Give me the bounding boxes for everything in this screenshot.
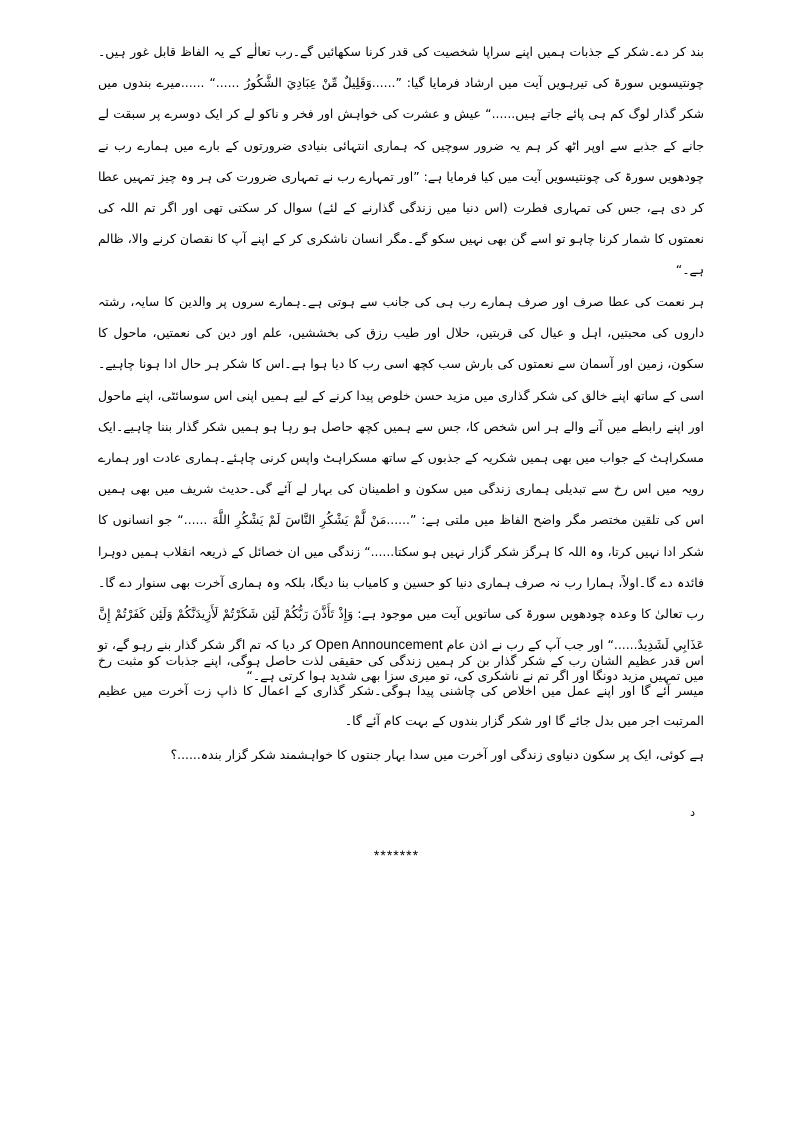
paragraph-3: اس قدر عظیم الشان رب کے شکر گذار بن کر ہمیں زندگی کی حقیقی لذت حاصل ہوگی، اپنے جذبات کو مثبت رخ میسر آئے گا اور اپنے عمل میں اخلاص کی چاشنی پیدا ہوگی۔شکر گذاری کے اعمال کا ذاپ زت آخرت میں عظیم المرتبت اجر میں بدل جائے گا اور شکر گزار بندوں کے بہت کام آئے گا۔ bbox=[98, 653, 704, 728]
paragraph-2-text-after: کر دیا کہ تم اگر شکر گذار بنے رہو گے، تو میں تمہیں مزید دونگا اور اگر تم نے ناشکری کی، تو میری سزا بھی شدید ہوا کرتی ہے۔“ bbox=[98, 637, 704, 684]
paragraph-1: بند کر دے۔شکر کے جذبات ہمیں اپنے سراپا شخصیت کی قدر کرنا سکھائیں گے۔رب تعالٰے کے یہ الفاظ قابل غور ہیں۔چونتیسویں سورۃ کی تیرہویں آیت میں ارشاد فرمایا گیا: ”......وَقَلِيلٌ مِّنْ عِبَادِيَ الشَّكُورُ ......“ ......میرے بندوں میں شکر گذار لوگ کم ہی پائے جاتے ہیں......“ عیش و عشرت کی خواہش اور فخر و ناکو لے کر ایک دوسرے پر سبقت لے جانے کے جذبے سے اوپر اٹھ کر ہم یہ ضرور سوچیں کہ ہماری انتہائی بنیادی ضرورتوں کے بارے میں ہمارے رب نے چودھویں سورۃ کی چونتیسویں آیت میں کیا فرمایا ہے: ”اور تمہارے رب نے تمہاری ضرورت کی ہر وہ چیز تمہیں عطا کر دی ہے، جس کی تمہاری فطرت (اس دنیا میں زندگی گذارنے کے لئے) سوال کر سکتی تھی اور اگر تم اللہ کی نعمتوں کا شمار کرنا چاہو تو اسے گن بھی نہیں سکو گے۔مگر انسان ناشکری کر کے اپنے آپ کا نقصان کرنے والا، ظالم ہے۔“ bbox=[98, 44, 704, 278]
section-separator: ******* bbox=[373, 847, 420, 863]
closing-question: ہے کوئی، ایک پر سکون دنیاوی زندگی اور آخرت میں سدا بہار جنتوں کا خواہشمند شکر گزار بندہ......؟ bbox=[170, 747, 704, 762]
paragraph-2 bbox=[98, 286, 704, 692]
english-phrase: Open Announcement bbox=[315, 637, 443, 653]
stray-mark: د bbox=[690, 806, 695, 819]
paragraph-2-text-before: ہر نعمت کی عطا صرف اور صرف ہمارے رب ہی کی جانب سے ہوتی ہے۔ہمارے سروں پر والدین کا سایہ، رشتہ داروں کی محبتیں، اہل و عیال کی قربتیں، حلال اور طیب رزق کی بخششیں، علم اور دین کی نعمتیں، ماحول کا سکون، زمین اور آسمان سے نعمتوں کی بارش سب کچھ اسی رب کا دیا ہوا ہے۔اس کا شکر ہر حال ادا ہونا چاہیے۔اسی کے ساتھ اپنے خالق کی شکر گذاری میں مزید حسن خلوص پیدا کرنے کے لیے ہمیں اپنی اس سوسائٹی، اپنے ماحول اور اپنے رابطے میں آنے والے ہر اس شخص کا، جس سے ہمیں کچھ حاصل ہو رہا ہو ہمیں شکر گذار بننا چاہیے۔ایک مسکراہٹ کے جواب میں بھی ہمیں شکریہ کے جذبوں کے ساتھ مسکراہٹ واپس کرنی چاہئے۔ہماری عادت اور ہمارے رویہ میں اس رخ سے تبدیلی ہماری زندگی میں سکون و اطمینان کی بہار لے آئے گی۔حدیث شریف میں بھی ہمیں اس کی تلقین مختصر مگر واضح الفاظ میں ملتی ہے: ”......مَنْ لَّمْ يَشْكُرِ النَّاسَ لَمْ يَشْكُرِ اللَّهَ ......“ جو انسانوں کا شکر ادا نہیں کرتا، وہ اللہ کا ہرگز شکر گزار نہیں ہو سکتا......“ زندگی میں ان خصائل کے ذریعہ انقلاب ہمیں دوہرا فائدہ دے گا۔اولاً، ہمارا رب نہ صرف ہماری دنیا کو حسین و کامیاب بنا دیگا، بلکہ وہ ہماری آخرت بھی سنوار دے گا۔رب تعالیٰ کا وعدہ چودھویں سورۃ کی ساتویں آیت میں موجود ہے: وَإِذْ تَأَذَّنَ رَبُّكُمْ لَئِن شَكَرْتُمْ لَأَزِيدَنَّكُمْ وَلَئِن كَفَرْتُمْ إِنَّ عَذَابِي لَشَدِيدٌ......“ اور جب آپ کے رب نے اذن عام bbox=[98, 294, 704, 653]
